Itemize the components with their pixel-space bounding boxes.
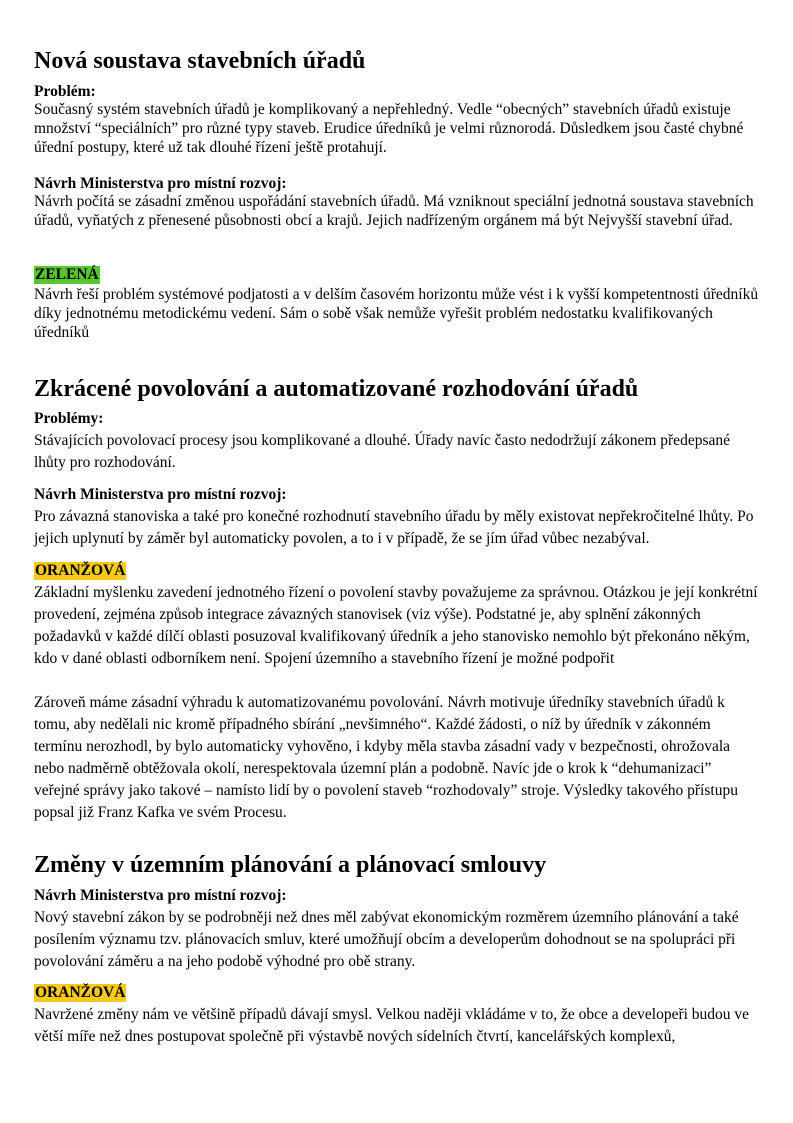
problem-paragraph: Stávajících povolovací procesy jsou komplikované a dlouhé. Úřady navíc často nedodržují zákonem předepsané lhůty pro rozhodování. bbox=[34, 432, 730, 471]
proposal-paragraph: Návrh počítá se zásadní změnou uspořádání stavebních úřadů. Má vzniknout speciální jednotná soustava stavebních úřadů, vyňatých z přenesené působnosti obcí a krajů. Jejich nadřízeným orgánem má být Nejvyšší stavební úřad. bbox=[34, 193, 754, 229]
rating-badge-orange: ORANŽOVÁ bbox=[35, 562, 126, 579]
rating-paragraph: Navržené změny nám ve většině případů dávají smysl. Velkou naději vkládáme v to, že obce a developeři budou ve větší míře než dnes postupovat společně při výstavbě nových sídelních čtvrtí, kancelářských komplexů, bbox=[34, 1006, 750, 1045]
proposal-label: Návrh Ministerstva pro místní rozvoj: bbox=[34, 175, 287, 192]
problem-label: Problém: bbox=[34, 83, 96, 100]
section-heading: Změny v územním plánování a plánovací smlouvy bbox=[34, 852, 547, 878]
section-heading: Nová soustava stavebních úřadů bbox=[34, 48, 366, 74]
section-heading: Zkrácené povolování a automatizované rozhodování úřadů bbox=[34, 376, 639, 402]
proposal-paragraph: Nový stavební zákon by se podrobněji než dnes měl zabývat ekonomickým rozměrem územního plánování a také posílením významu tzv. plánovacích smluv, které umožňují obcím a developerům dohodnout se na spolupráci při povolování záměru a na jeho podobě výhodné pro obě strany. bbox=[34, 909, 739, 970]
rating-paragraph: Návrh řeší problém systémové podjatosti a v delším časovém horizontu může vést i k vyšší kompetentnosti úředníků díky jednotnému metodickému vedení. Sám o sobě však nemůže vyřešit problém nedostatku kvalifikovaných úředníků bbox=[34, 286, 759, 341]
rating-badge-green: ZELENÁ bbox=[35, 266, 99, 283]
problem-paragraph: Současný systém stavebních úřadů je komplikovaný a nepřehledný. Vedle “obecných” stavebních úřadů existuje množství “speciálních” pro různé typy staveb. Erudice úředníků je velmi různorodá. Důsledkem jsou časté chybné úřední postupy, které už tak dlouhé řízení ještě protahují. bbox=[34, 101, 744, 156]
proposal-paragraph: Pro závazná stanoviska a také pro konečné rozhodnutí stavebního úřadu by měly existovat nepřekročitelné lhůty. Po jejich uplynutí by záměr byl automaticky povolen, a to i v případě, že se jím úřad vůbec nezabýval. bbox=[34, 508, 754, 547]
rating-badge-orange: ORANŽOVÁ bbox=[35, 984, 126, 1001]
rating-paragraph: Zároveň máme zásadní výhradu k automatizovanému povolování. Návrh motivuje úředníky stavebních úřadů k tomu, aby nedělali nic kromě případného sbírání „nevšimného“. Každé žádosti, o níž by úředník v zákonném termínu nerozhodl, by bylo automaticky vyhověno, i kdyby měla stavba zásadní vady v bezpečnosti, ohrožovala nebo nadměrně obtěžovala okolí, nerespektovala územní plán a podobně. Navíc jde o krok k “dehumanizaci” veřejné správy jako takové – namísto lidí by o povolení staveb “rozhodovaly” stroje. Výsledky takového přístupu popsal již Franz Kafka ve svém Procesu. bbox=[34, 694, 738, 821]
problem-label: Problémy: bbox=[34, 410, 104, 427]
rating-paragraph: Základní myšlenku zavedení jednotného řízení o povolení stavby považujeme za správnou. Otázkou je její konkrétní provedení, zejména způsob integrace závazných stanovisek (viz výše). Podstatné je, aby splnění zákonných požadavků v každé dílčí oblasti posuzoval kvalifikovaný úředník a jeho stanovisko nemohlo být překonáno někým, kdo v dané oblasti odborníkem není. Spojení územního a stavebního řízení je možné podpořit bbox=[34, 584, 758, 667]
proposal-label: Návrh Ministerstva pro místní rozvoj: bbox=[34, 486, 287, 503]
proposal-label: Návrh Ministerstva pro místní rozvoj: bbox=[34, 887, 287, 904]
